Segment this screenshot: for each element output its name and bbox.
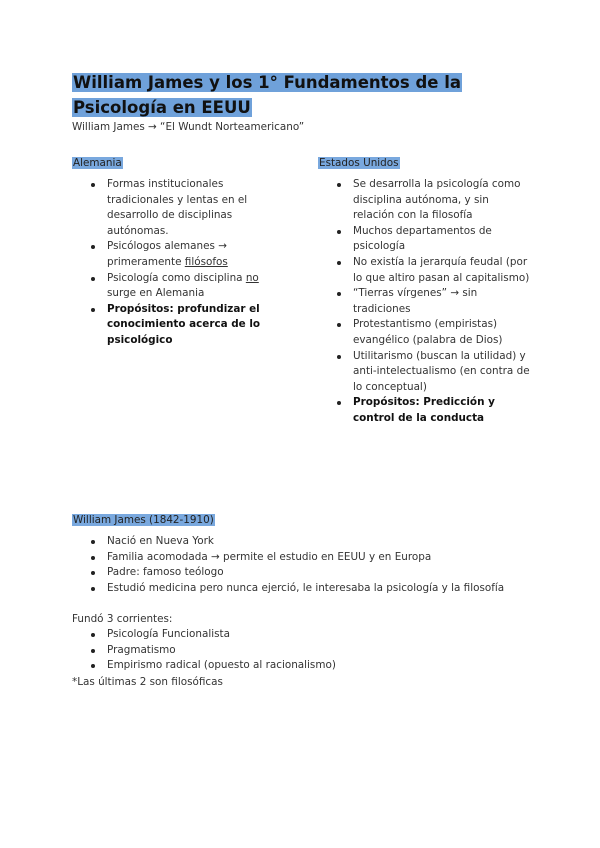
current-item-3: Empirismo radical (opuesto al racionalismo): [90, 658, 390, 674]
bio-item-1: Nació en Nueva York: [90, 534, 530, 550]
germany-item-2-underlined: filósofos: [184, 255, 228, 268]
germany-item-3-text: Psicología como disciplina: [107, 271, 246, 284]
bio-heading: [72, 513, 215, 527]
germany-item-3-underlined: no: [245, 271, 259, 284]
usa-item-4: “Tierras vírgenes” → sin tradiciones: [336, 286, 531, 317]
usa-item-3: No existía la jerarquía feudal (por lo que altiro pasan al capitalismo): [336, 255, 531, 286]
germany-heading-text: Alemania: [73, 157, 122, 169]
page-title: [72, 70, 532, 120]
bio-item-3: Padre: famoso teólogo: [90, 565, 530, 581]
usa-heading-text: Estados Unidos: [319, 157, 399, 169]
germany-item-4: Propósitos: profundizar el conocimiento acerca de lo psicológico: [90, 302, 285, 349]
germany-item-1: Formas institucionales tradicionales y lentas en el desarrollo de disciplinas autónomas.: [90, 177, 285, 239]
current-item-1: Psicología Funcionalista: [90, 627, 390, 643]
currents-list: [90, 627, 390, 674]
bio-item-4: Estudió medicina pero nunca ejerció, le interesaba la psicología y la filosofía: [90, 581, 530, 597]
bio-item-2: Familia acomodada → permite el estudio en EEUU y en Europa: [90, 550, 530, 566]
page-title-text: William James y los 1° Fundamentos de la Psicología en EEUU: [73, 73, 461, 117]
usa-item-1: Se desarrolla la psicología como disciplina autónoma, y sin relación con la filosofía: [336, 177, 531, 224]
germany-item-3-post: surge en Alemania: [107, 287, 205, 300]
germany-item-2-text: Psicólogos alemanes → primeramente: [107, 240, 227, 268]
germany-heading: [72, 156, 123, 170]
currents-heading: Fundó 3 corrientes:: [72, 613, 173, 625]
usa-item-7: Propósitos: Predicción y control de la conducta: [336, 395, 531, 426]
bio-heading-text: William James (1842-1910): [73, 514, 214, 526]
currents-note: *Las últimas 2 son filosóficas: [72, 676, 223, 688]
usa-list: [336, 177, 531, 427]
germany-list: [90, 177, 285, 349]
germany-item-2: [90, 239, 285, 270]
usa-item-5: Protestantismo (empiristas) evangélico (palabra de Dios): [336, 317, 531, 348]
usa-heading: [318, 156, 400, 170]
current-item-2: Pragmatismo: [90, 643, 390, 659]
bio-list: [90, 534, 530, 596]
usa-item-6: Utilitarismo (buscan la utilidad) y anti-intelectualismo (en contra de lo conceptual): [336, 349, 531, 396]
subtitle: William James → “El Wundt Norteamericano”: [72, 121, 305, 133]
usa-item-2: Muchos departamentos de psicología: [336, 224, 531, 255]
germany-item-3: [90, 271, 285, 302]
